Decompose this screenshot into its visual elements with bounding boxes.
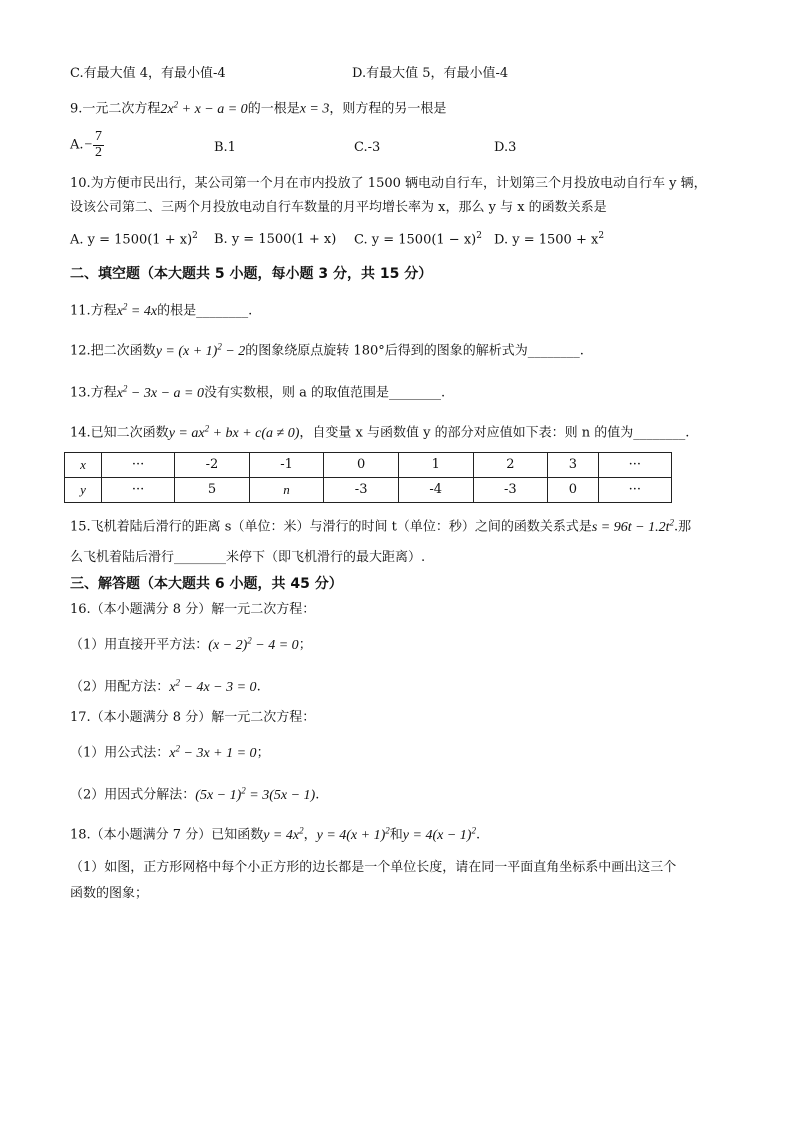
q9-root: x = 3 xyxy=(299,101,330,117)
table-cell: 0 xyxy=(548,478,599,503)
q9-option-d: D.3 xyxy=(494,140,517,155)
table-cell: 1 xyxy=(398,453,473,478)
q9-text: 9.一元二次方程 xyxy=(70,101,161,117)
table-row xyxy=(65,478,672,503)
q17-part1: （1）用公式法：$x^2 - 3x + 1 = 0$； xyxy=(70,743,270,761)
q10-option-a: A. $y = 1500(1 + x)^2$ xyxy=(70,231,198,248)
q9-option-a: A.− $\frac{7}{2}$ xyxy=(70,129,102,160)
q14: 14.已知二次函数$y = ax^2$ + bx + c(a ≠ 0)，自变量 x 与函数值 y 的部分对应值如下表：则 n 的值为________. xyxy=(70,423,690,441)
q18-part1-line1: （1）如图，正方形网格中每个小正方形的边长都是一个单位长度，请在同一平面直角坐标系中画出这三个 xyxy=(70,860,677,875)
table-cell: n xyxy=(249,478,324,503)
q8-option-d: D.有最大值 5，有最小值-4 xyxy=(352,66,509,81)
q10-stem-line2: 设该公司第二、三两个月投放电动自行车数量的月平均增长率为 x，那么 y 与 x 的函数关系是 xyxy=(70,200,607,215)
q15-line1: 15.飞机着陆后滑行的距离 s（单位：米）与滑行的时间 t（单位：秒）之间的函数关系式是$s = 96t - 1.2t^2$.那 xyxy=(70,517,692,535)
q16-part1: （1）用直接开平方法：$(x - 2)^2 - 4 = 0$； xyxy=(70,635,312,653)
q17-part2: （2）用因式分解法：$(5x - 1)^2 = 3(5x - 1)$. xyxy=(70,785,320,803)
table-row xyxy=(65,453,672,478)
q9-text-mid: 的一根是 xyxy=(247,101,300,117)
fraction: $\frac{7}{2}$ xyxy=(94,129,102,160)
table-cell: ··· xyxy=(102,453,175,478)
q18-stem: 18.（本小题满分 7 分）已知函数$y = 4x^2$，$y = 4(x + 1)^2$和$y = 4(x - 1)^2$. xyxy=(70,825,481,843)
table-cell: 3 xyxy=(548,453,599,478)
q8-option-c: C.有最大值 4，有最小值-4 xyxy=(70,66,226,81)
section-2-title: 二、填空题（本大题共 5 小题，每小题 3 分，共 15 分） xyxy=(70,266,433,282)
q9-text-post: ，则方程的另一根是 xyxy=(329,101,447,117)
q10-option-c: C. $y = 1500(1 - x)^2$ xyxy=(354,231,482,248)
table-cell: ··· xyxy=(102,478,175,503)
table-cell: 5 xyxy=(175,478,250,503)
table-cell: 0 xyxy=(324,453,399,478)
table-cell: -3 xyxy=(473,478,548,503)
q18-part1-line2: 函数的图象； xyxy=(70,886,149,901)
section-3-title: 三、解答题（本大题共 6 小题，共 45 分） xyxy=(70,576,343,592)
q9-equation: $2x^2 + x - a = 0$ xyxy=(160,99,248,117)
table-cell: -2 xyxy=(175,453,250,478)
table-cell: ··· xyxy=(598,453,671,478)
table-cell: -4 xyxy=(398,478,473,503)
q13: 13.方程$x^2 - 3x - a = 0$没有实数根，则 a 的取值范围是________. xyxy=(70,383,446,401)
table-cell: ··· xyxy=(598,478,671,503)
q16-part2: （2）用配方法：$x^2 - 4x - 3 = 0$. xyxy=(70,677,261,695)
q14-value-table xyxy=(64,452,672,503)
q9-stem xyxy=(70,98,446,120)
table-cell: 2 xyxy=(473,453,548,478)
q9-option-c: C.-3 xyxy=(354,140,381,155)
table-cell: x xyxy=(65,453,102,478)
table-cell: y xyxy=(65,478,102,503)
q9-option-b: B.1 xyxy=(214,140,236,155)
q10-option-d: D. $y = 1500 + x^2$ xyxy=(494,231,605,248)
q16-head: 16.（本小题满分 8 分）解一元二次方程： xyxy=(70,602,316,617)
table-cell: -1 xyxy=(249,453,324,478)
q10-option-b: B. y = 1500(1 + x) xyxy=(214,232,337,247)
q17-head: 17.（本小题满分 8 分）解一元二次方程： xyxy=(70,710,316,725)
table-cell: -3 xyxy=(324,478,399,503)
q12: 12.把二次函数$y = (x + 1)^2 - 2$的图象绕原点旋转 180°后得到的图象的解析式为________. xyxy=(70,341,584,359)
q11: 11.方程$x^2 = 4x$的根是________. xyxy=(70,301,253,319)
q15-line2: 么飞机着陆后滑行________米停下（即飞机滑行的最大距离）. xyxy=(70,550,426,565)
q10-stem-line1: 10.为方便市民出行，某公司第一个月在市内投放了 1500 辆电动自行车，计划第三个月投放电动自行车 y 辆， xyxy=(70,176,707,191)
